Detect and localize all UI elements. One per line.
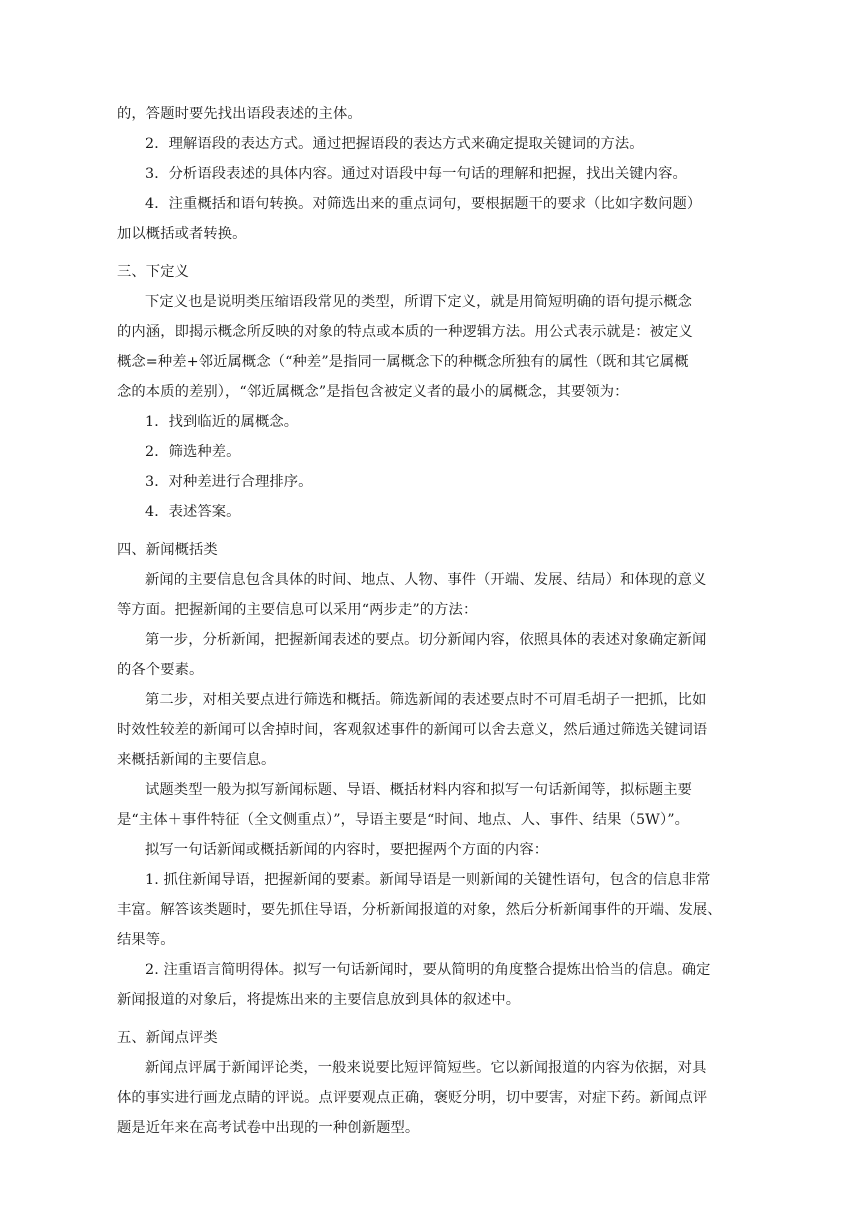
paragraph-line: 第二步，对相关要点进行筛选和概括。筛选新闻的表述要点时不可眉毛胡子一把抓，比如	[145, 692, 707, 708]
paragraph-line: 新闻点评属于新闻评论类，一般来说要比短评简短些。它以新闻报道的内容为依据，对具	[145, 1060, 707, 1076]
paragraph-line: 念的本质的差别），“邻近属概念”是指包含被定义者的最小的属概念，其要领为：	[117, 384, 629, 400]
paragraph-line: 来概括新闻的主要信息。	[117, 752, 276, 768]
paragraph-line: 第一步，分析新闻，把握新闻表述的要点。切分新闻内容，依照具体的表述对象确定新闻	[145, 632, 707, 648]
paragraph-line: 题是近年来在高考试卷中出现的一种创新题型。	[117, 1120, 420, 1136]
list-item: 2．理解语段的表达方式。通过把握语段的表达方式来确定提取关键词的方法。	[145, 136, 644, 152]
paragraph-line: 拟写一句话新闻或概括新闻的内容时，要把握两个方面的内容：	[145, 842, 549, 858]
paragraph-line: 的内涵，即揭示概念所反映的对象的特点或本质的一种逻辑方法。用公式表示就是：被定义	[117, 324, 693, 340]
paragraph-line: 等方面。把握新闻的主要信息可以采用“两步走”的方法：	[117, 602, 478, 618]
paragraph-line: 时效性较差的新闻可以舍掉时间，客观叙述事件的新闻可以舍去意义，然后通过筛选关键词语	[117, 722, 708, 738]
paragraph-line: 加以概括或者转换。	[117, 226, 247, 242]
paragraph-line: 体的事实进行画龙点睛的评说。点评要观点正确，褒贬分明，切中要害，对症下药。新闻点评	[117, 1090, 708, 1106]
section-heading: 三、下定义	[117, 264, 189, 280]
paragraph-line: 的各个要素。	[117, 662, 204, 678]
paragraph-line: 新闻报道的对象后，将提炼出来的主要信息放到具体的叙述中。	[117, 992, 521, 1008]
list-item: 4．注重概括和语句转换。对筛选出来的重点词句，要根据题干的要求（比如字数问题）	[145, 196, 702, 212]
paragraph-line: 结果等。	[117, 932, 175, 948]
list-item: 1．找到临近的属概念。	[145, 414, 299, 430]
paragraph-line: 概念=种差+邻近属概念（“种差”是指同一属概念下的种概念所独有的属性（既和其它属概	[117, 354, 689, 370]
paragraph-line: 是“主体＋事件特征（全文侧重点）”，导语主要是“时间、地点、人、事件、结果（5W）”。	[117, 812, 690, 828]
paragraph-line: 新闻的主要信息包含具体的时间、地点、人物、事件（开端、发展、结局）和体现的意义	[145, 572, 707, 588]
list-item: 2. 注重语言简明得体。拟写一句话新闻时，要从简明的角度整合提炼出恰当的信息。确定	[145, 962, 711, 978]
section-heading: 四、新闻概括类	[117, 542, 218, 558]
paragraph-line: 丰富。解答该类题时，要先抓住导语，分析新闻报道的对象，然后分析新闻事件的开端、发展、	[117, 902, 722, 918]
list-item: 3．分析语段表述的具体内容。通过对语段中每一句话的理解和把握，找出关键内容。	[145, 166, 687, 182]
list-item: 3．对种差进行合理排序。	[145, 474, 313, 490]
paragraph-line: 下定义也是说明类压缩语段常见的类型，所谓下定义，就是用简短明确的语句提示概念	[145, 294, 693, 310]
paragraph-line: 的，答题时要先找出语段表述的主体。	[117, 106, 362, 122]
section-heading: 五、新闻点评类	[117, 1030, 218, 1046]
list-item: 1. 抓住新闻导语，把握新闻的要素。新闻导语是一则新闻的关键性语句，包含的信息非常	[145, 872, 711, 888]
paragraph-line: 试题类型一般为拟写新闻标题、导语、概括材料内容和拟写一句话新闻等，拟标题主要	[145, 782, 693, 798]
list-item: 2．筛选种差。	[145, 444, 241, 460]
list-item: 4．表述答案。	[145, 504, 241, 520]
document-body	[117, 99, 743, 1143]
